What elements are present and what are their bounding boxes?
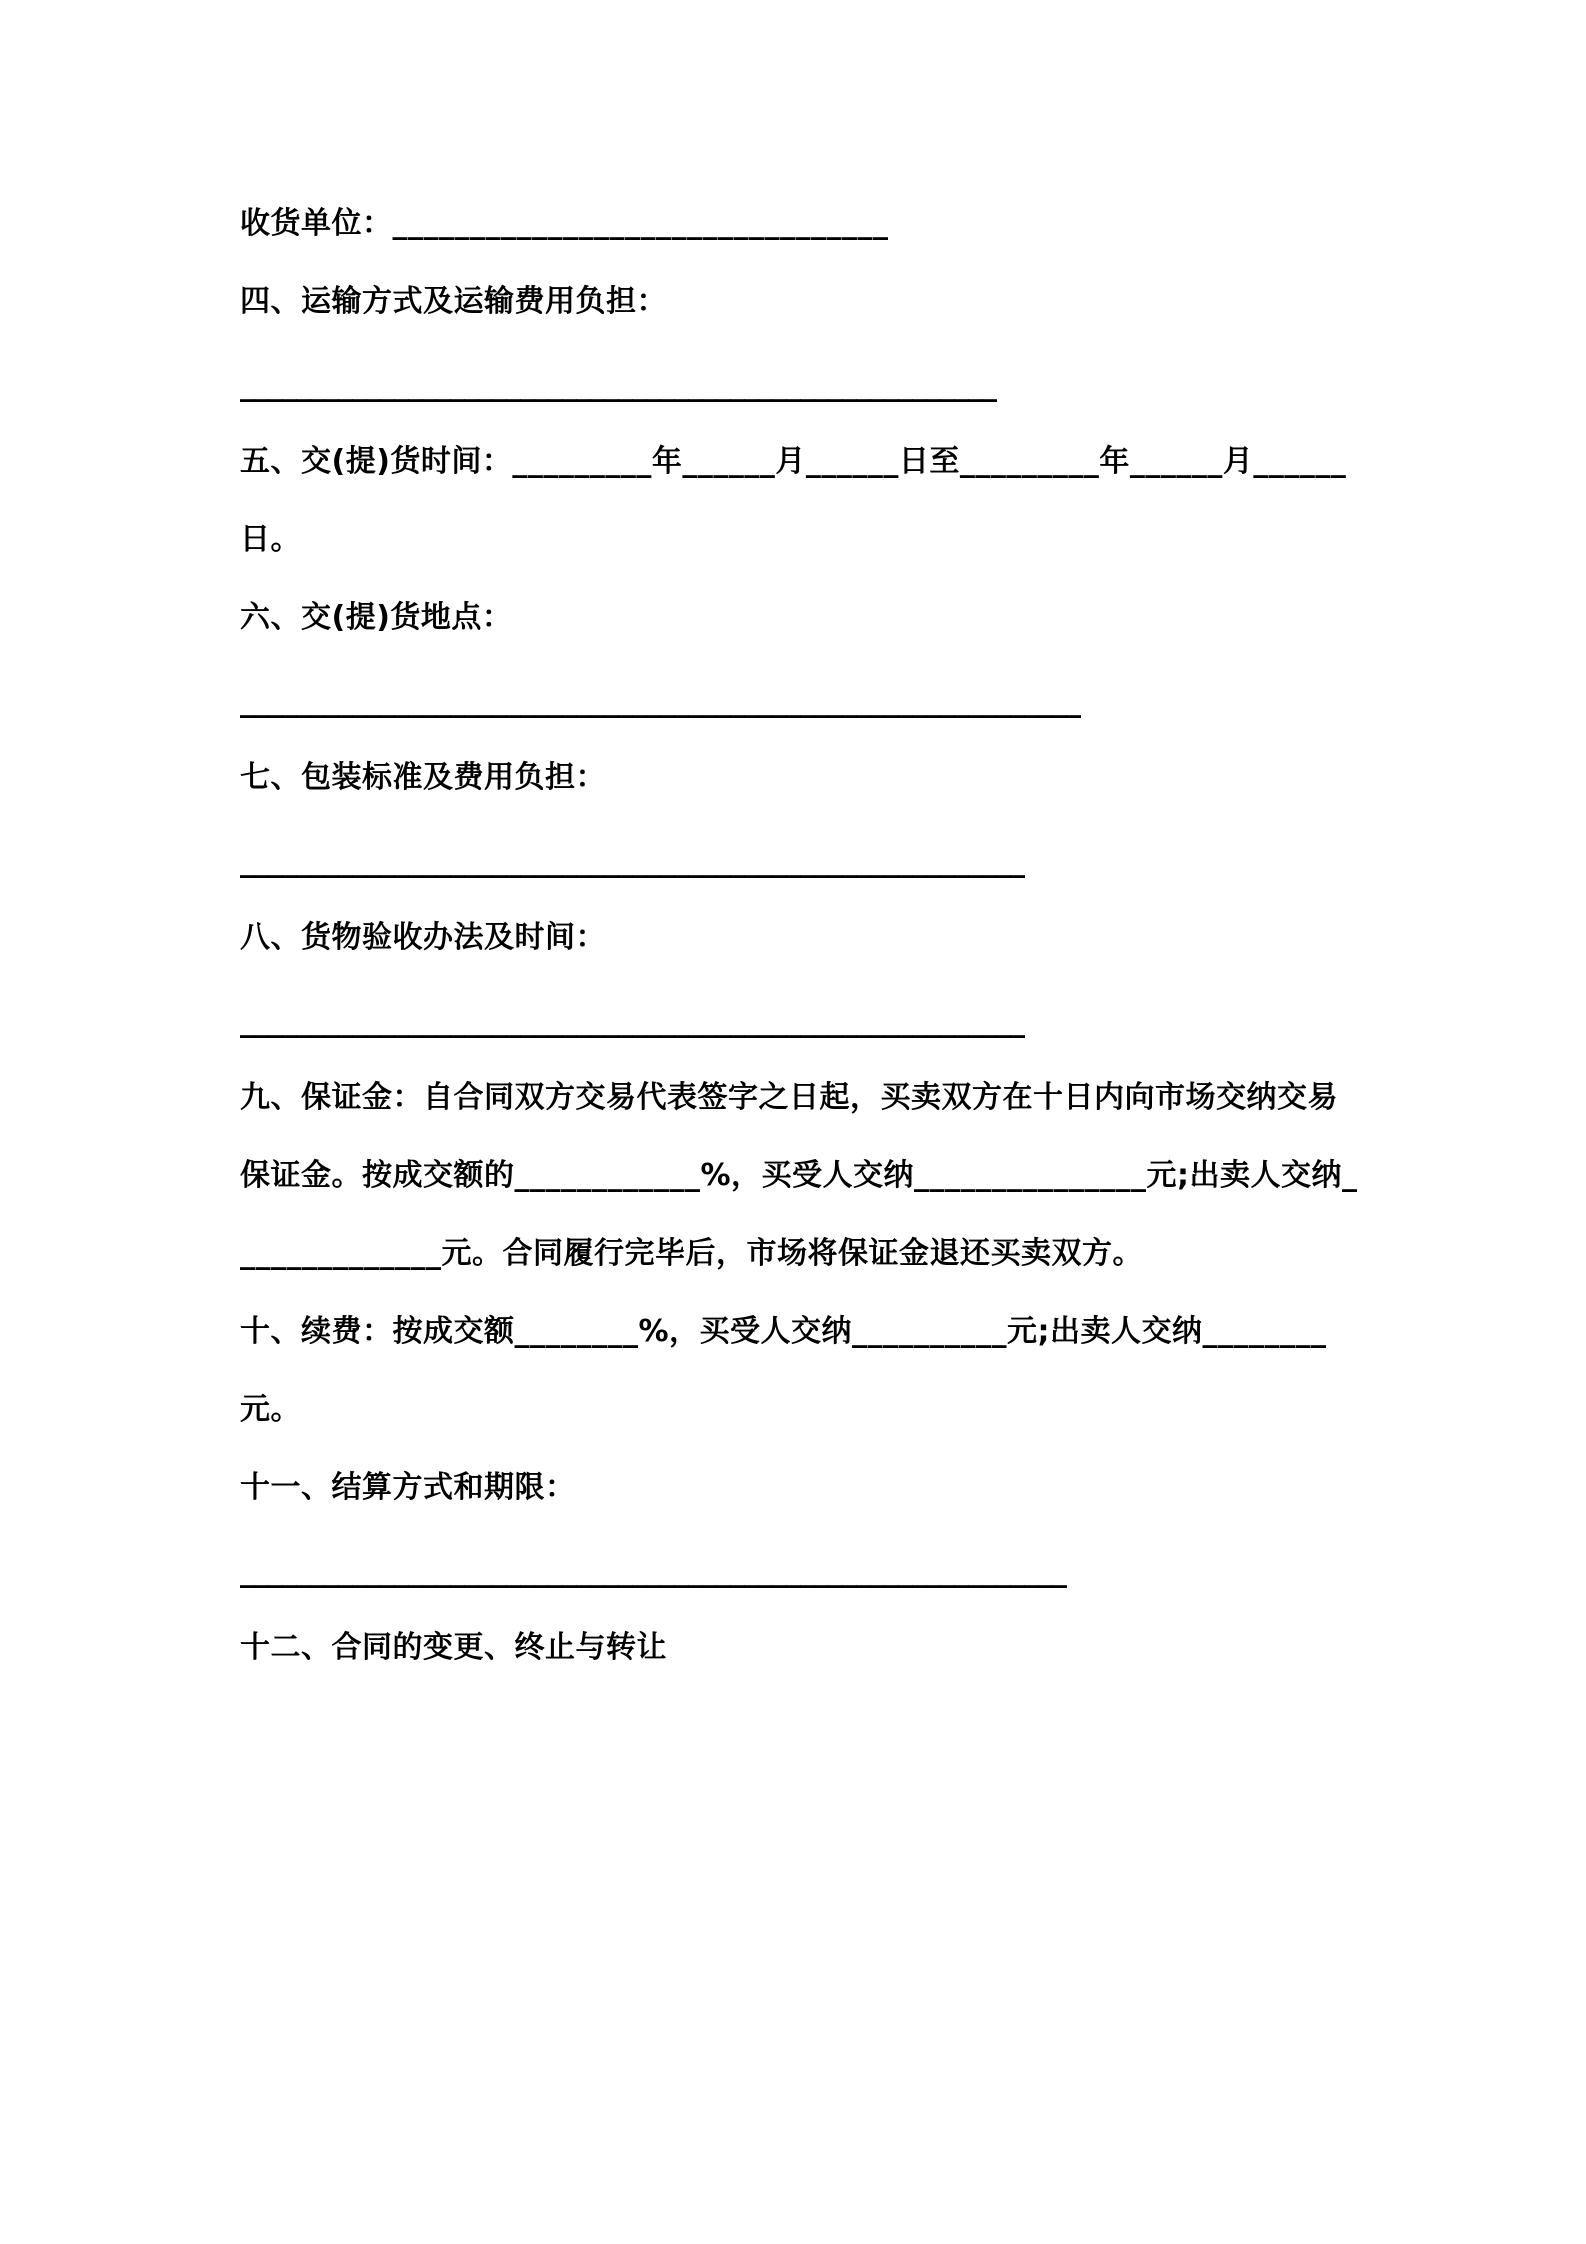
spacer bbox=[240, 1527, 1360, 1535]
paragraph-section-7-title: 七、包装标准及费用负担： bbox=[240, 760, 606, 795]
paragraph-section-6-title: 六、交(提)货地点： bbox=[240, 600, 513, 635]
paragraph-section-10: 十、续费：按成交额________%，买受人交纳__________元;出卖人交纳________元。 bbox=[240, 1314, 1327, 1427]
paragraph-section-11-rule: ___________________________________________________________ bbox=[240, 1554, 1066, 1589]
paragraph-section-7-rule: ________________________________________________________ bbox=[240, 844, 1024, 879]
spacer bbox=[240, 817, 1360, 825]
paragraph-section-4-rule: ______________________________________________________ bbox=[240, 368, 996, 403]
spacer bbox=[240, 657, 1360, 665]
spacer bbox=[240, 977, 1360, 985]
spacer bbox=[240, 341, 1360, 349]
paragraph-section-6-rule: ____________________________________________________________ bbox=[240, 684, 1080, 719]
paragraph-section-5: 五、交(提)货时间：_________年______月______日至_________年______月______日。 bbox=[240, 444, 1347, 557]
paragraph-section-11-title: 十一、结算方式和期限： bbox=[240, 1470, 576, 1505]
paragraph-section-8-rule: ________________________________________________________ bbox=[240, 1004, 1024, 1039]
paragraph-consignee: 收货单位：________________________________ bbox=[240, 206, 889, 241]
paragraph-section-9: 九、保证金：自合同双方交易代表签字之日起，买卖双方在十日内向市场交纳交易保证金。按成交额的____________%，买受人交纳_______________元;出卖人交纳______________元。合同履行完毕后，市场将保证金退还买卖双方。 bbox=[240, 1080, 1358, 1271]
paragraph-section-8-title: 八、货物验收办法及时间： bbox=[240, 920, 606, 955]
paragraph-section-12-title: 十二、合同的变更、终止与转让 bbox=[240, 1630, 667, 1665]
document-body bbox=[240, 185, 1360, 1687]
paragraph-section-4-title: 四、运输方式及运输费用负担： bbox=[240, 284, 667, 319]
